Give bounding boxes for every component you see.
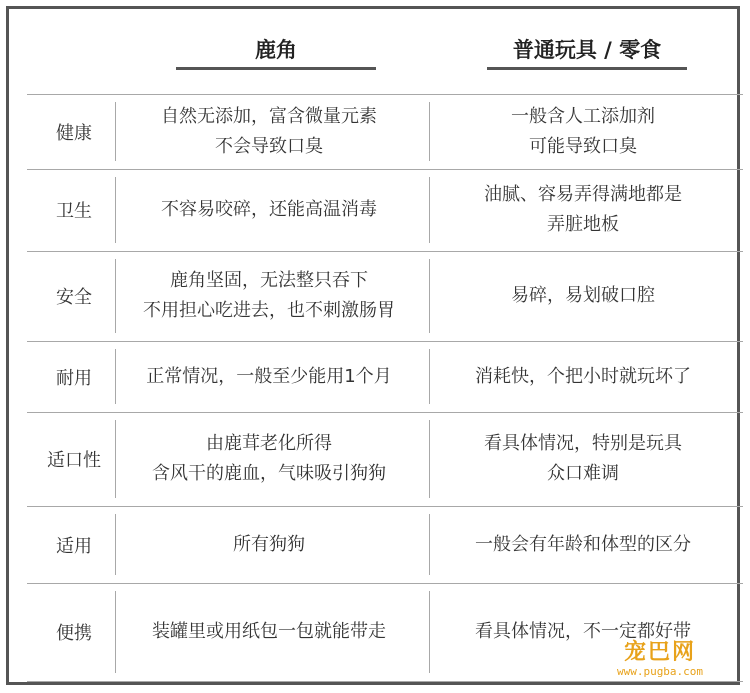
watermark <box>595 640 725 678</box>
other-cell <box>430 94 736 169</box>
cell-text-line: 众口难调 <box>547 463 619 484</box>
column-header-antler: 鹿角 <box>255 38 297 62</box>
row-label: 健康 <box>56 122 92 144</box>
watermark-url: www.pugba.com <box>616 665 704 678</box>
row-label: 便携 <box>56 623 92 644</box>
cell-text-line: 一般会有年龄和体型的区分 <box>475 533 691 555</box>
cell-text-line: 含风干的鹿血，气味吸引狗狗 <box>152 463 386 484</box>
row-label: 适用 <box>56 535 92 557</box>
cell-text-line: 不容易咬碎，还能高温消毒 <box>161 199 377 220</box>
antler-cell <box>116 94 422 169</box>
antler-cell <box>116 506 422 583</box>
row-label: 卫生 <box>56 201 92 222</box>
cell-text-line: 鹿角坚固，无法整只吞下 <box>170 270 368 291</box>
cell-text-line: 正常情况，一般至少能用1个月 <box>146 365 392 387</box>
row-label: 耐用 <box>56 367 92 389</box>
other-cell <box>430 169 736 251</box>
cell-text-line: 易碎，易划破口腔 <box>511 285 655 306</box>
column-header-other: 普通玩具 / 零食 <box>512 38 662 62</box>
cell-text-line: 一般含人工添加剂 <box>511 105 655 127</box>
cell-text-line: 所有狗狗 <box>233 533 305 555</box>
cell-text-line: 油腻、容易弄得满地都是 <box>484 184 682 205</box>
cell-text-line: 消耗快，个把小时就玩坏了 <box>475 365 691 387</box>
antler-cell <box>116 412 422 506</box>
cell-text-line: 不会导致口臭 <box>215 135 323 157</box>
row-label: 安全 <box>56 287 92 308</box>
antler-cell <box>116 583 422 681</box>
cell-text-line: 弄脏地板 <box>547 214 619 235</box>
header-underline-antler <box>176 67 376 70</box>
antler-cell <box>116 341 422 412</box>
other-cell <box>430 412 736 506</box>
cell-text-line: 由鹿茸老化所得 <box>206 433 332 454</box>
cell-text-line: 不用担心吃进去，也不刺激肠胃 <box>143 300 395 321</box>
other-cell <box>430 341 736 412</box>
cell-text-line: 看具体情况，不一定都好带 <box>475 621 691 642</box>
antler-cell <box>116 251 422 341</box>
header-underline-other <box>487 67 687 70</box>
row-divider <box>27 681 743 682</box>
antler-cell <box>116 169 422 251</box>
other-cell <box>430 506 736 583</box>
comparison-table <box>6 6 740 685</box>
cell-text-line: 可能导致口臭 <box>529 135 637 157</box>
cell-text-line: 自然无添加，富含微量元素 <box>161 105 377 127</box>
other-cell <box>430 251 736 341</box>
watermark-logo: 宠巴网 <box>623 640 696 665</box>
row-label: 适口性 <box>47 450 101 471</box>
cell-text-line: 看具体情况，特别是玩具 <box>484 433 682 454</box>
cell-text-line: 装罐里或用纸包一包就能带走 <box>152 621 386 642</box>
